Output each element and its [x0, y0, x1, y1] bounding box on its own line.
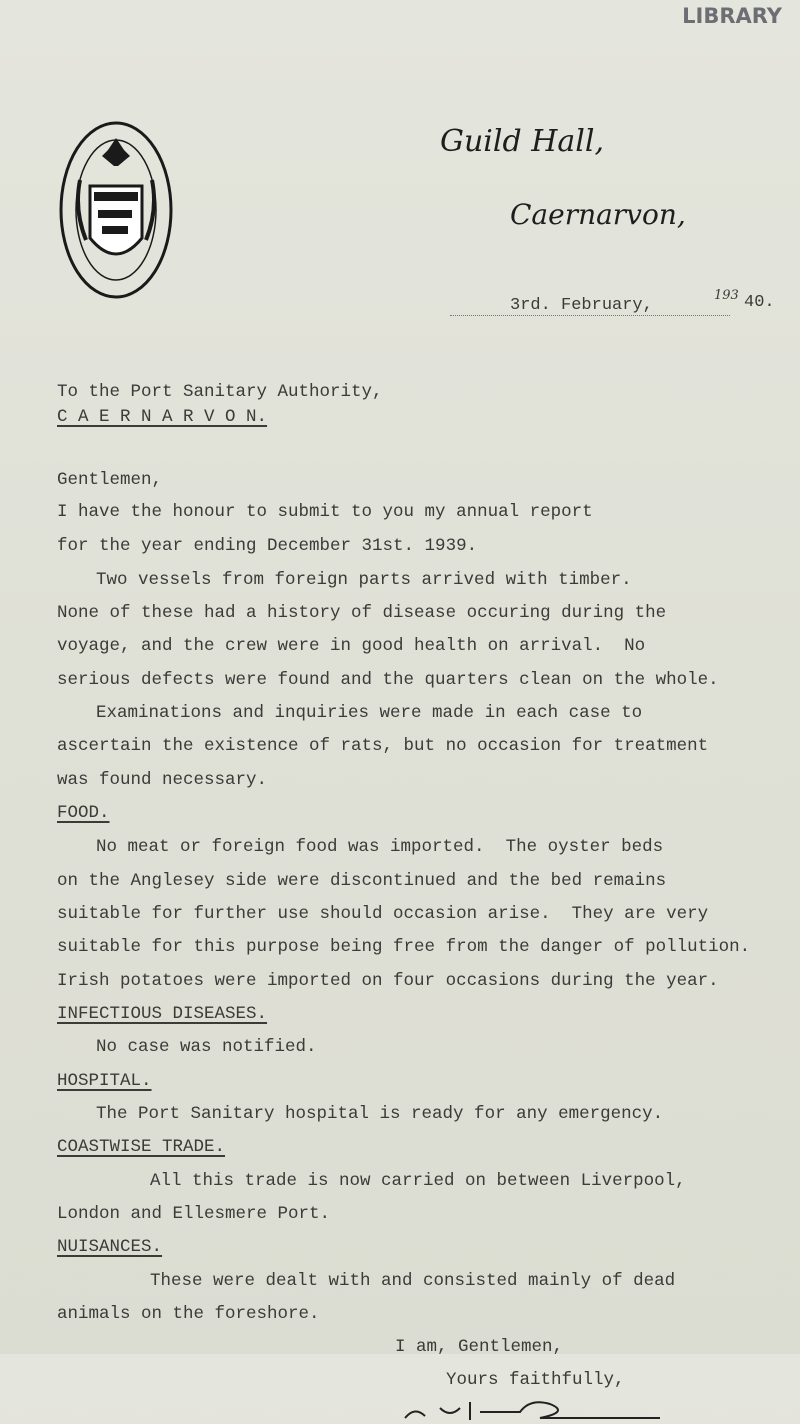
library-stamp: LIBRARY	[682, 4, 782, 28]
heading-hospital: HOSPITAL.	[57, 1070, 152, 1091]
body-line: No case was notified.	[96, 1037, 317, 1058]
body-line: serious defects were found and the quarters clean on the whole.	[57, 669, 719, 690]
addressee-line: To the Port Sanitary Authority,	[57, 382, 383, 402]
heading-infectious-diseases: INFECTIOUS DISEASES.	[57, 1003, 268, 1024]
body-line: I have the honour to submit to you my annual report	[57, 502, 593, 523]
body-line: No meat or foreign food was imported. The oyster beds	[96, 837, 664, 858]
body-line: Irish potatoes were imported on four occasions during the year.	[57, 970, 719, 991]
body-line: animals on the foreshore.	[57, 1303, 320, 1324]
body-line: London and Ellesmere Port.	[57, 1203, 331, 1224]
body-line: None of these had a history of disease occuring during the	[57, 602, 667, 623]
handwritten-signature	[400, 1398, 720, 1424]
body-line: suitable for further use should occasion arise. They are very	[57, 904, 709, 925]
closing-line: I am, Gentlemen,	[395, 1337, 564, 1358]
letter-date	[450, 296, 730, 316]
body-line: Examinations and inquiries were made in each case to	[96, 703, 643, 724]
closing-yours: Yours faithfully,	[446, 1370, 625, 1391]
body-line: was found necessary.	[57, 769, 268, 790]
body-line: suitable for this purpose being free from the danger of pollution.	[57, 937, 751, 958]
borough-seal	[58, 120, 174, 300]
date-day-month: 3rd. February,	[510, 296, 653, 315]
date-year-prefix: 193	[714, 288, 739, 303]
body-line: for the year ending December 31st. 1939.	[57, 536, 478, 557]
heading-coastwise-trade: COASTWISE TRADE.	[57, 1137, 226, 1158]
heading-nuisances: NUISANCES.	[57, 1237, 163, 1258]
letterhead-guild-hall: Guild Hall,	[440, 124, 604, 159]
body-line: on the Anglesey side were discontinued and the bed remains	[57, 870, 667, 891]
salutation: Gentlemen,	[57, 469, 163, 490]
heading-food: FOOD.	[57, 802, 110, 823]
body-line: All this trade is now carried on between Liverpool,	[150, 1170, 686, 1191]
body-line: ascertain the existence of rats, but no occasion for treatment	[57, 736, 709, 757]
date-year: 40.	[744, 293, 775, 312]
body-line: voyage, and the crew were in good health on arrival. No	[57, 636, 646, 657]
addressee-town: C A E R N A R V O N.	[57, 407, 268, 427]
body-line: The Port Sanitary hospital is ready for any emergency.	[96, 1103, 664, 1124]
body-line: These were dealt with and consisted mainly of dead	[150, 1270, 676, 1291]
body-line: Two vessels from foreign parts arrived with timber.	[96, 569, 632, 590]
letterhead-caernarvon: Caernarvon,	[510, 198, 686, 231]
